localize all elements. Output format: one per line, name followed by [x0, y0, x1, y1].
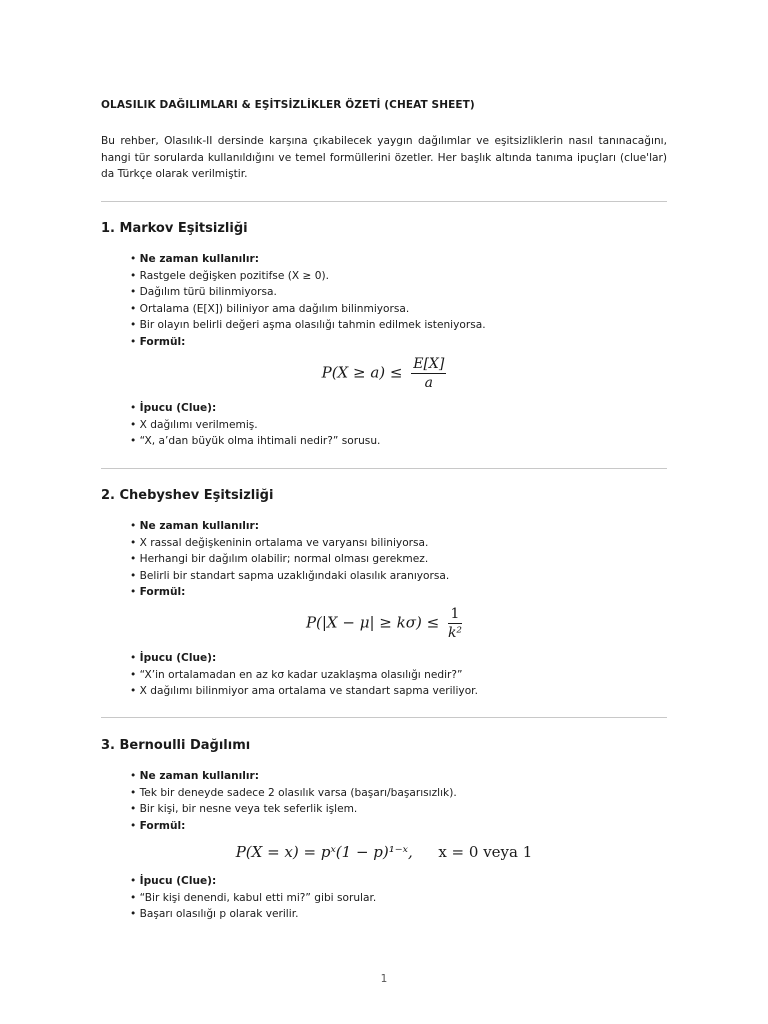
bullet: • [130, 418, 137, 431]
formula-label: Formül: [139, 586, 186, 598]
bernoulli-clue-list [130, 873, 376, 923]
intro-paragraph: Bu rehber, Olasılık-II dersinde karşına çıkabilecek yaygın dağılımlar ve eşitsizliklerin nasıl tanınacağını, hangi tür sorularda kullanıldığını ve temel formüllerini özetler. Her başlık altında tanıma ipuçları (clue'lar) da Türkçe olarak verilmiştir. [101, 135, 667, 180]
bullet: • [130, 652, 137, 664]
list-item [130, 890, 376, 907]
list-item [130, 518, 449, 535]
formula-lhs: P(|X − μ| ≥ kσ) ≤ [305, 613, 440, 632]
list-item-text: X dağılımı verilmemiş. [139, 418, 258, 431]
clue-label: İpucu (Clue): [139, 402, 217, 414]
formula-fraction [411, 356, 446, 391]
list-item-text: “X’in ortalamadan en az kσ kadar uzaklaşma olasılığı nedir?” [139, 668, 463, 681]
formula-denominator: k² [447, 625, 463, 641]
list-item-text: Rastgele değişken pozitifse (X ≥ 0). [139, 269, 329, 282]
bullet: • [130, 908, 137, 920]
bullet: • [130, 786, 137, 799]
list-item [130, 535, 449, 552]
bullet: • [130, 286, 137, 298]
list-item-text: Başarı olasılığı p olarak verilir. [139, 908, 299, 920]
list-item-text: Herhangi bir dağılım olabilir; normal olması gerekmez. [139, 553, 429, 565]
formula-label: Formül: [139, 335, 186, 348]
bullet: • [130, 253, 137, 265]
list-item [130, 251, 486, 268]
section-title-chebyshev: 2. Chebyshev Eşitsizliği [101, 488, 274, 503]
bullet: • [130, 569, 137, 582]
list-item [130, 801, 457, 818]
list-item [130, 400, 380, 417]
list-item-text: X rassal değişkeninin ortalama ve varyansı biliniyorsa. [139, 536, 429, 549]
formula-numerator: 1 [448, 606, 462, 624]
list-item [130, 433, 380, 450]
bullet: • [130, 335, 137, 348]
list-item-text: “X, a’dan büyük olma ihtimali nedir?” sorusu. [139, 435, 381, 447]
section-title-bernoulli: 3. Bernoulli Dağılımı [101, 738, 251, 753]
bullet: • [130, 536, 137, 549]
list-item-text: Ortalama (E[X]) biliniyor ama dağılım bilinmiyorsa. [139, 302, 410, 315]
list-item [130, 268, 486, 285]
bullet: • [130, 891, 137, 904]
bullet: • [130, 302, 137, 315]
list-item [130, 551, 449, 568]
section-divider [101, 717, 667, 718]
list-item [130, 873, 376, 890]
list-item-text: Dağılım türü bilinmiyorsa. [139, 286, 277, 298]
list-item [130, 768, 457, 785]
list-item [130, 785, 457, 802]
bullet: • [130, 875, 137, 887]
list-item-text: X dağılımı bilinmiyor ama ortalama ve standart sapma veriliyor. [139, 685, 478, 697]
bullet: • [130, 553, 137, 565]
bernoulli-formula [101, 843, 667, 861]
document-title: OLASILIK DAĞILIMLARI & EŞİTSİZLİKLER ÖZETİ (CHEAT SHEET) [101, 99, 475, 111]
list-item [130, 683, 478, 700]
list-item [130, 317, 486, 334]
list-item [130, 818, 457, 835]
bullet: • [130, 269, 137, 282]
markov-when-list [130, 251, 486, 350]
formula-fraction [448, 606, 462, 641]
formula-label: Formül: [139, 819, 186, 832]
clue-label: İpucu (Clue): [139, 875, 217, 887]
bullet: • [130, 520, 137, 532]
bullet: • [130, 819, 137, 832]
bullet: • [130, 435, 137, 447]
bullet: • [130, 402, 137, 414]
list-item-text: Belirli bir standart sapma uzaklığındaki olasılık aranıyorsa. [139, 569, 450, 582]
list-item [130, 584, 449, 601]
section-title-markov: 1. Markov Eşitsizliği [101, 221, 248, 236]
list-item-text: Bir olayın belirli değeri aşma olasılığı tahmin edilmek isteniyorsa. [139, 319, 486, 331]
formula-condition: x = 0 veya 1 [438, 843, 533, 861]
when-label: Ne zaman kullanılır: [139, 770, 259, 782]
list-item [130, 568, 449, 585]
list-item-text: Bir kişi, bir nesne veya tek seferlik işlem. [139, 803, 358, 815]
markov-formula [101, 356, 667, 391]
list-item-text: Tek bir deneyde sadece 2 olasılık varsa (başarı/başarısızlık). [139, 786, 457, 799]
chebyshev-formula [101, 606, 667, 641]
chebyshev-when-list [130, 518, 449, 601]
list-item [130, 301, 486, 318]
list-item-text: “Bir kişi denendi, kabul etti mi?” gibi sorular. [139, 891, 377, 904]
when-label: Ne zaman kullanılır: [139, 253, 259, 265]
section-divider [101, 468, 667, 469]
bullet: • [130, 803, 137, 815]
list-item [130, 667, 478, 684]
when-label: Ne zaman kullanılır: [139, 520, 259, 532]
bullet: • [130, 685, 137, 697]
formula-expression: P(X = x) = pˣ(1 − p)¹⁻ˣ, [235, 843, 413, 861]
markov-clue-list [130, 400, 380, 450]
list-item [130, 334, 486, 351]
page-number: 1 [380, 973, 388, 985]
clue-label: İpucu (Clue): [139, 652, 217, 664]
formula-denominator: a [424, 375, 433, 391]
list-item [130, 906, 376, 923]
list-item [130, 284, 486, 301]
bullet: • [130, 586, 137, 598]
bullet: • [130, 668, 137, 681]
formula-lhs: P(X ≥ a) ≤ [321, 363, 403, 382]
bullet: • [130, 770, 137, 782]
formula-numerator: E[X] [413, 356, 445, 372]
list-item [130, 650, 478, 667]
section-divider [101, 201, 667, 202]
bullet: • [130, 319, 137, 331]
bernoulli-when-list [130, 768, 457, 834]
list-item [130, 417, 380, 434]
chebyshev-clue-list [130, 650, 478, 700]
